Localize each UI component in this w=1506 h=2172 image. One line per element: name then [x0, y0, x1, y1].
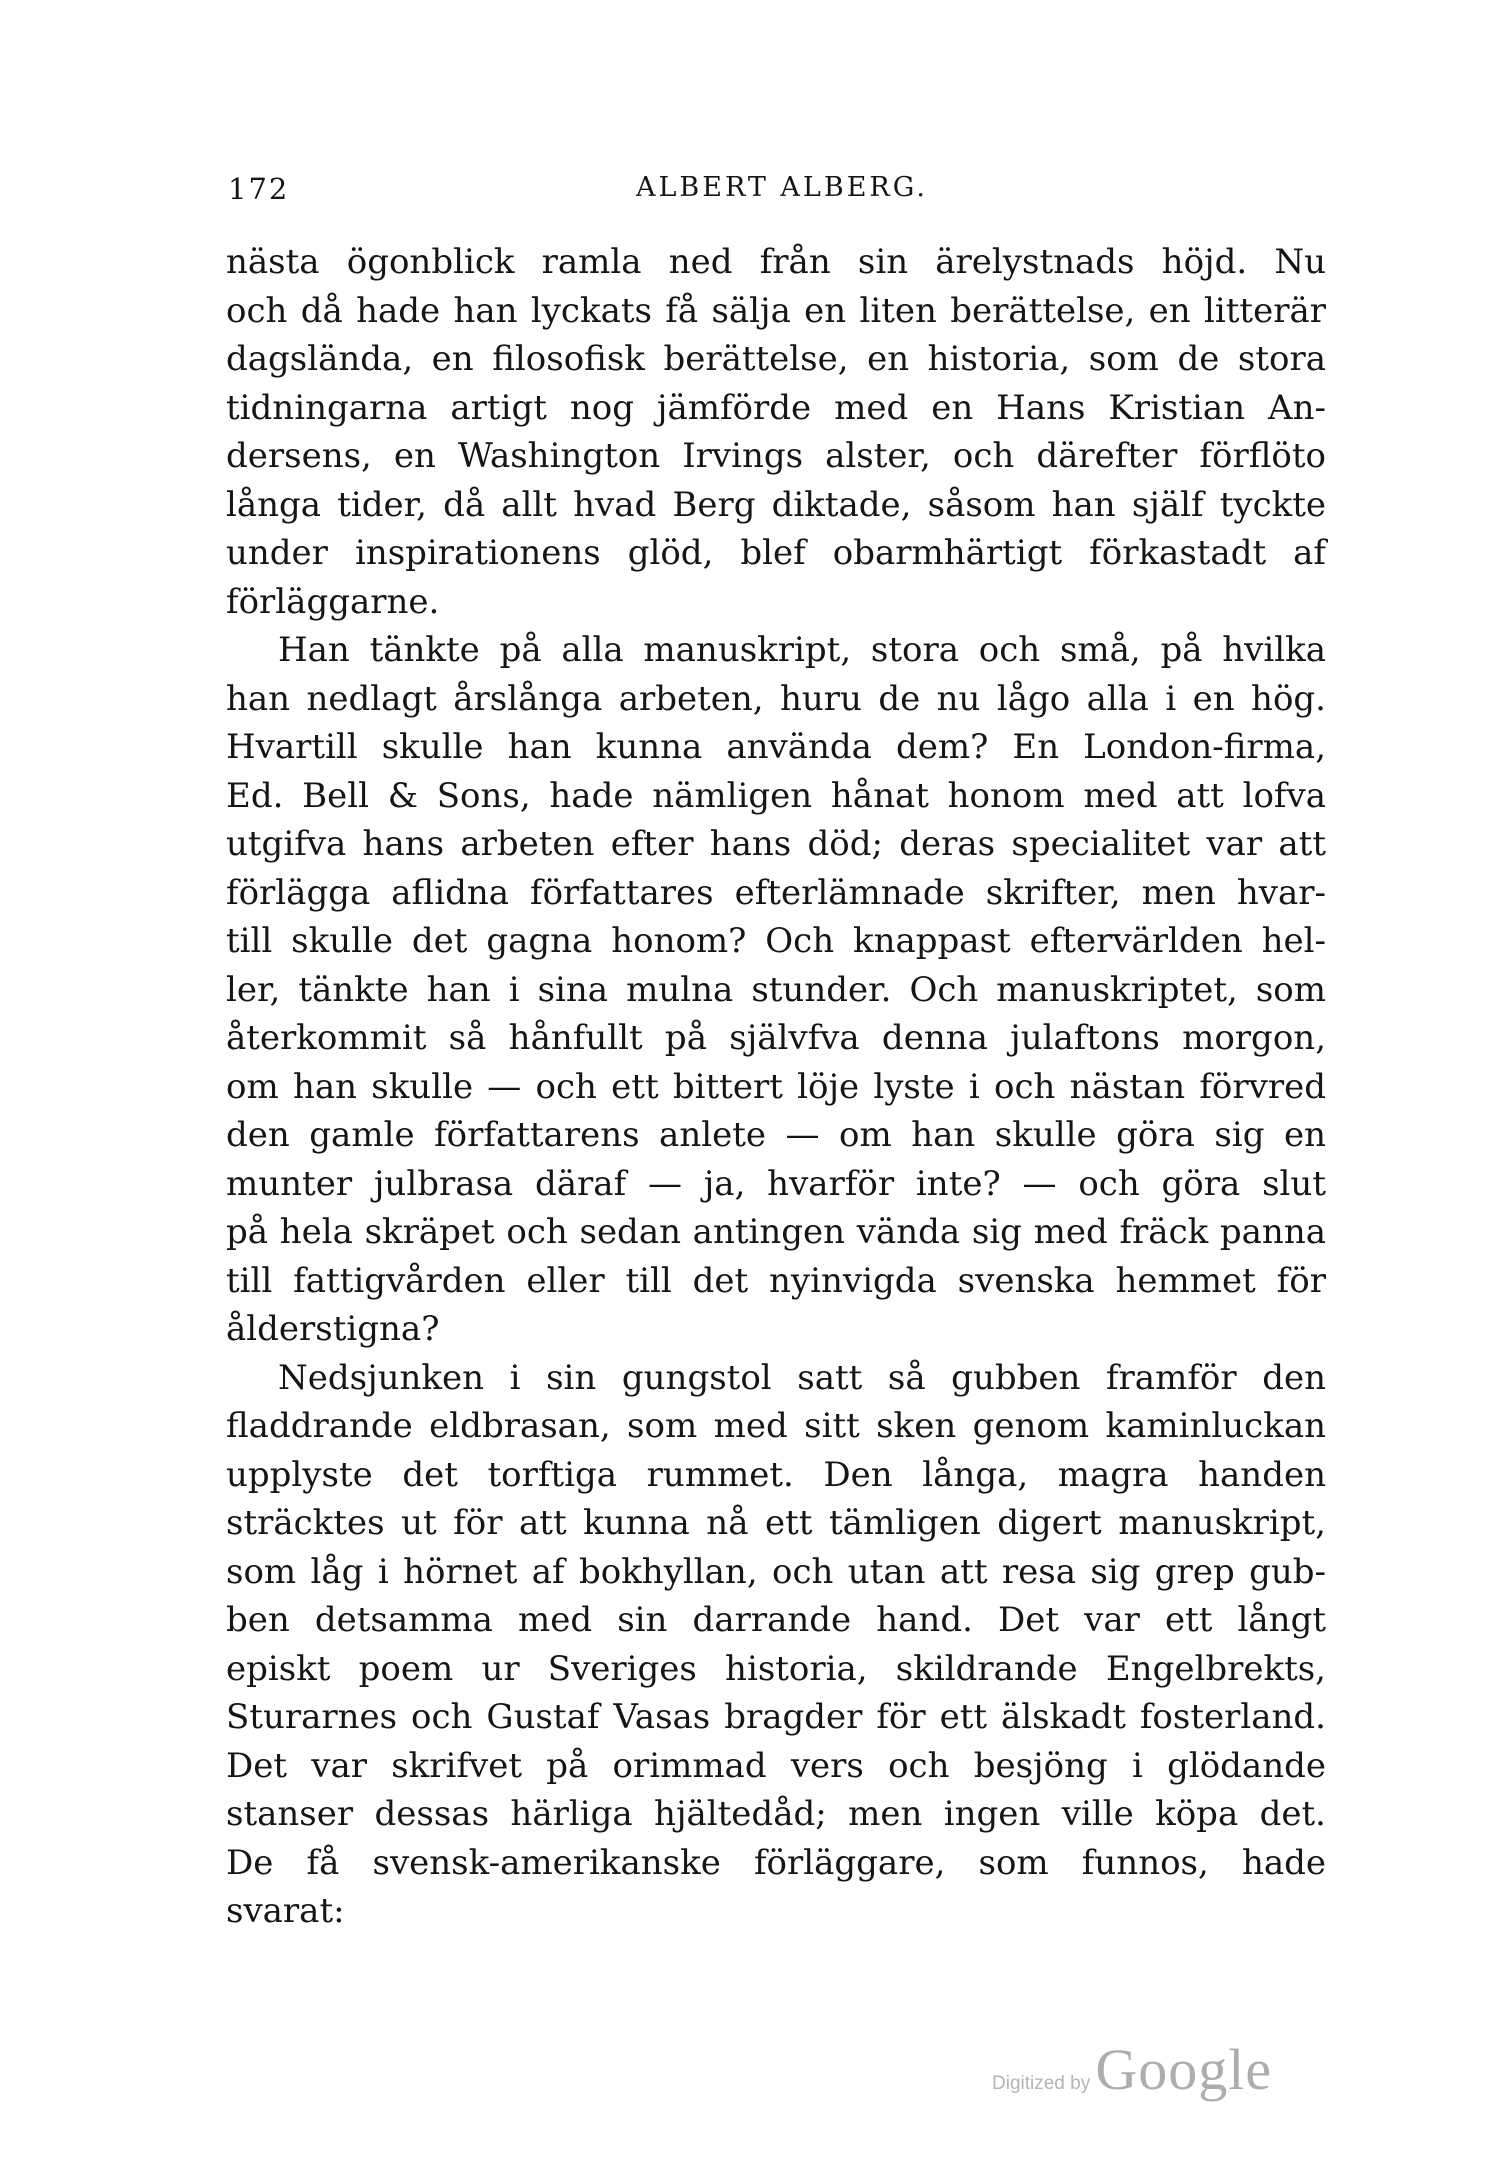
page-header	[228, 172, 1328, 222]
text-line: episkt poem ur Sveriges historia, skildrande Engelbrekts,	[226, 1648, 1326, 1689]
text-line: Sturarnes och Gustaf Vasas bragder för ett älskadt fosterland.	[226, 1697, 1326, 1737]
text-line: ben detsamma med sin darrande hand. Det var ett långt	[226, 1600, 1326, 1640]
text-line: svarat:	[226, 1891, 345, 1931]
paragraph-first-line: Nedsjunken i sin gungstol satt så gubben framför den	[278, 1357, 1326, 1398]
text-line: under inspirationens glöd, blef obarmhärtigt förkastadt af	[226, 533, 1326, 573]
text-line: ålderstigna?	[226, 1309, 440, 1349]
text-line: tidningarna artigt nog jämförde med en Hans Kristian An-	[226, 387, 1326, 428]
text-line: munter julbrasa däraf — ja, hvarför inte? — och göra slut	[226, 1163, 1326, 1204]
paragraph-first-line: Han tänkte på alla manuskript, stora och små, på hvilka	[278, 630, 1326, 670]
running-head: ALBERT ALBERG.	[636, 172, 928, 203]
text-line: dagslända, en filosofisk berättelse, en historia, som de stora	[226, 339, 1326, 379]
text-line: den gamle författarens anlete — om han skulle göra sig en	[226, 1115, 1326, 1155]
text-line: om han skulle — och ett bittert löje lyste i och nästan förvred	[226, 1066, 1326, 1107]
text-line: Det var skrifvet på orimmad vers och besjöng i glödande	[226, 1745, 1326, 1786]
text-line: Ed. Bell & Sons, hade nämligen hånat honom med att lofva	[226, 775, 1326, 816]
digitized-by-google-watermark	[992, 2036, 1273, 2102]
text-line: på hela skräpet och sedan antingen vända sig med fräck panna	[226, 1212, 1326, 1252]
body-text	[226, 238, 1326, 1936]
text-line: förlägga aflidna författares efterlämnade skrifter, men hvar-	[226, 872, 1326, 913]
text-line: De få svensk-amerikanske förläggare, som funnos, hade	[226, 1842, 1326, 1883]
text-line: han nedlagt årslånga arbeten, huru de nu lågo alla i en hög.	[226, 678, 1326, 719]
text-line: dersens, en Washington Irvings alster, och därefter förflöto	[226, 436, 1326, 476]
text-line: som låg i hörnet af bokhyllan, och utan att resa sig grep gub-	[226, 1551, 1326, 1592]
text-line: och då hade han lyckats få sälja en liten berättelse, en litterär	[226, 290, 1326, 331]
text-line: till fattigvården eller till det nyinvigda svenska hemmet för	[226, 1260, 1326, 1301]
text-line: upplyste det torftiga rummet. Den långa, magra handen	[226, 1454, 1326, 1495]
text-line: stanser dessas härliga hjältedåd; men ingen ville köpa det.	[226, 1794, 1326, 1834]
text-line: långa tider, då allt hvad Berg diktade, såsom han själf tyckte	[226, 484, 1326, 525]
page-number: 172	[228, 172, 290, 206]
text-line: nästa ögonblick ramla ned från sin ärelystnads höjd. Nu	[226, 242, 1326, 282]
text-line: fladdrande eldbrasan, som med sitt sken genom kaminluckan	[226, 1406, 1326, 1446]
text-line: sträcktes ut för att kunna nå ett tämligen digert manuskript,	[226, 1503, 1326, 1543]
google-logo: Google	[1095, 2037, 1273, 2102]
watermark-prefix: Digitized by	[992, 2073, 1091, 2094]
text-line: förläggarne.	[226, 581, 440, 622]
text-line: ler, tänkte han i sina mulna stunder. Och manuskriptet, som	[226, 969, 1326, 1010]
text-line: återkommit så hånfullt på självfva denna julaftons morgon,	[226, 1018, 1326, 1058]
text-line: till skulle det gagna honom? Och knappast eftervärlden hel-	[226, 921, 1326, 961]
text-line: Hvartill skulle han kunna använda dem? En London-firma,	[226, 727, 1326, 767]
text-line: utgifva hans arbeten efter hans död; deras specialitet var att	[226, 824, 1326, 864]
